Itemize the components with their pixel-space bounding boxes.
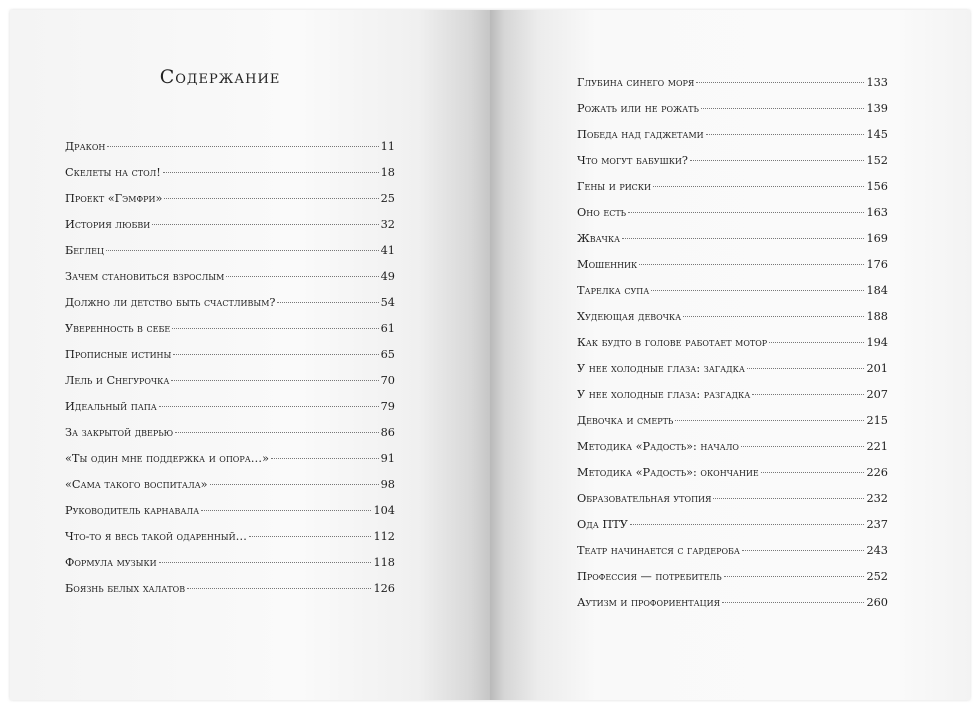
dot-leader: [622, 238, 864, 239]
toc-entry-page: 260: [866, 596, 888, 609]
toc-entry-title: Профессия — потребитель: [577, 570, 722, 583]
toc-entry-page: 207: [866, 388, 888, 401]
toc-entry: [65, 186, 395, 212]
toc-entry-title: Аутизм и профориентация: [577, 596, 721, 609]
toc-entry-title: Гены и риски: [577, 180, 651, 193]
toc-entry-page: 252: [866, 570, 888, 583]
toc-entry-page: 18: [380, 166, 395, 179]
dot-leader: [706, 134, 865, 135]
toc-entry: [65, 134, 395, 160]
toc-entry-page: 176: [866, 258, 888, 271]
toc-entry-page: 201: [866, 362, 888, 375]
toc-entry-title: Победа над гаджетами: [577, 128, 704, 141]
toc-entry-page: 152: [866, 154, 888, 167]
dot-leader: [175, 432, 378, 433]
dot-leader: [106, 250, 379, 251]
toc-entry-page: 32: [380, 218, 395, 231]
dot-leader: [639, 264, 864, 265]
toc-entry-title: Прописные истины: [65, 348, 172, 361]
dot-leader: [742, 550, 864, 551]
toc-entry: [577, 486, 888, 512]
left-page: [10, 10, 490, 700]
book-spread: [10, 10, 970, 700]
toc-entry-page: 188: [866, 310, 888, 323]
dot-leader: [713, 498, 864, 499]
toc-entry: [65, 342, 395, 368]
dot-leader: [769, 342, 864, 343]
toc-entry-page: 112: [373, 530, 395, 543]
dot-leader: [741, 446, 865, 447]
toc-entry: [577, 330, 888, 356]
toc-entry: [65, 472, 395, 498]
toc-entry-title: Лель и Снегурочка: [65, 374, 170, 387]
dot-leader: [701, 108, 865, 109]
toc-entry: [577, 382, 888, 408]
toc-entry-title: Театр начинается с гардероба: [577, 544, 740, 557]
dot-leader: [107, 146, 378, 147]
toc-entry-title: Проект «Гэмфри»: [65, 192, 163, 205]
toc-entry-title: Формула музыки: [65, 556, 157, 569]
toc-entry: [577, 460, 888, 486]
toc-entry-title: «Ты один мне поддержка и опора…»: [65, 452, 270, 465]
toc-entry: [65, 160, 395, 186]
toc-entry: [577, 252, 888, 278]
dot-leader: [722, 602, 864, 603]
dot-leader: [164, 198, 378, 199]
toc-entry: [577, 564, 888, 590]
dot-leader: [201, 510, 371, 511]
dot-leader: [249, 536, 371, 537]
toc-entry: [65, 446, 395, 472]
dot-leader: [747, 368, 865, 369]
toc-entry-title: У нее холодные глаза: загадка: [577, 362, 745, 375]
toc-entry-title: Оно есть: [577, 206, 627, 219]
toc-list-right: [577, 70, 888, 616]
toc-entry-page: 70: [380, 374, 395, 387]
toc-entry-page: 91: [380, 452, 395, 465]
toc-entry-title: Идеальный папа: [65, 400, 157, 413]
dot-leader: [159, 562, 372, 563]
dot-leader: [159, 406, 379, 407]
toc-entry-title: Скелеты на стол!: [65, 166, 161, 179]
toc-entry: [65, 368, 395, 394]
toc-entry: [577, 226, 888, 252]
toc-entry-title: Беглец: [65, 244, 104, 257]
dot-leader: [210, 484, 379, 485]
toc-entry: [65, 316, 395, 342]
toc-entry-title: У нее холодные глаза: разгадка: [577, 388, 751, 401]
toc-entry-page: 163: [866, 206, 888, 219]
toc-entry-title: Что-то я весь такой одаренный…: [65, 530, 247, 543]
toc-entry: [577, 304, 888, 330]
toc-entry: [65, 238, 395, 264]
dot-leader: [152, 224, 378, 225]
dot-leader: [651, 290, 864, 291]
toc-entry: [577, 538, 888, 564]
dot-leader: [271, 458, 379, 459]
toc-entry-page: 41: [380, 244, 395, 257]
toc-entry: [65, 264, 395, 290]
toc-entry: [577, 70, 888, 96]
toc-entry-page: 133: [866, 76, 888, 89]
dot-leader: [630, 524, 864, 525]
dot-leader: [226, 276, 378, 277]
toc-entry: [577, 174, 888, 200]
toc-entry: [577, 122, 888, 148]
dot-leader: [675, 420, 864, 421]
dot-leader: [761, 472, 865, 473]
toc-entry: [577, 200, 888, 226]
toc-entry-page: 226: [866, 466, 888, 479]
right-page: [490, 10, 970, 700]
toc-entry-title: Дракон: [65, 140, 106, 153]
toc-entry: [577, 408, 888, 434]
toc-entry-page: 79: [380, 400, 395, 413]
toc-entry-title: Методика «Радость»: окончание: [577, 466, 759, 479]
toc-entry: [577, 590, 888, 616]
toc-entry-title: Худеющая девочка: [577, 310, 682, 323]
toc-entry-title: Тарелка супа: [577, 284, 650, 297]
toc-entry: [577, 96, 888, 122]
toc-entry-title: Жвачка: [577, 232, 621, 245]
toc-entry-title: Должно ли детство быть счастливым?: [65, 296, 276, 309]
dot-leader: [173, 354, 378, 355]
toc-entry-page: 243: [866, 544, 888, 557]
dot-leader: [277, 302, 378, 303]
toc-entry-title: Образовательная утопия: [577, 492, 712, 505]
dot-leader: [724, 576, 865, 577]
toc-entry-page: 139: [866, 102, 888, 115]
dot-leader: [696, 82, 864, 83]
toc-entry-page: 221: [866, 440, 888, 453]
dot-leader: [628, 212, 864, 213]
toc-entry: [65, 524, 395, 550]
toc-entry: [577, 356, 888, 382]
toc-entry: [65, 212, 395, 238]
toc-entry-page: 49: [380, 270, 395, 283]
toc-entry-page: 25: [380, 192, 395, 205]
dot-leader: [690, 160, 865, 161]
toc-entry-title: Боязнь белых халатов: [65, 582, 186, 595]
toc-entry-title: За закрытой дверью: [65, 426, 174, 439]
toc-entry-title: Что могут бабушки?: [577, 154, 688, 167]
toc-entry-page: 86: [380, 426, 395, 439]
toc-entry-page: 118: [373, 556, 395, 569]
toc-entry-page: 237: [866, 518, 888, 531]
toc-entry: [65, 420, 395, 446]
toc-entry-title: Рожать или не рожать: [577, 102, 699, 115]
toc-entry: [577, 278, 888, 304]
dot-leader: [752, 394, 864, 395]
toc-entry-page: 184: [866, 284, 888, 297]
toc-list-left: [65, 134, 395, 602]
dot-leader: [171, 380, 378, 381]
toc-entry-title: «Сама такого воспитала»: [65, 478, 208, 491]
dot-leader: [163, 172, 379, 173]
toc-entry: [577, 148, 888, 174]
toc-entry-page: 54: [380, 296, 395, 309]
dot-leader: [172, 328, 378, 329]
toc-entry-page: 104: [373, 504, 395, 517]
toc-title: Содержание: [159, 66, 281, 88]
toc-entry-page: 145: [866, 128, 888, 141]
toc-entry-page: 169: [866, 232, 888, 245]
toc-entry-page: 232: [866, 492, 888, 505]
dot-leader: [187, 588, 371, 589]
dot-leader: [653, 186, 864, 187]
toc-entry-title: Зачем становиться взрослым: [65, 270, 225, 283]
toc-entry: [65, 394, 395, 420]
toc-entry: [65, 576, 395, 602]
toc-entry-page: 156: [866, 180, 888, 193]
toc-entry-title: Мошенник: [577, 258, 638, 271]
toc-entry-title: История любви: [65, 218, 151, 231]
toc-entry-page: 65: [380, 348, 395, 361]
toc-entry: [577, 434, 888, 460]
toc-entry-title: Методика «Радость»: начало: [577, 440, 739, 453]
toc-entry-title: Глубина синего моря: [577, 76, 695, 89]
toc-entry-page: 11: [380, 140, 395, 153]
dot-leader: [683, 316, 864, 317]
toc-entry: [577, 512, 888, 538]
toc-entry-title: Руководитель карнавала: [65, 504, 200, 517]
toc-entry-page: 126: [373, 582, 395, 595]
toc-entry-page: 61: [380, 322, 395, 335]
toc-entry-page: 215: [866, 414, 888, 427]
toc-entry-title: Как будто в голове работает мотор: [577, 336, 768, 349]
toc-entry: [65, 498, 395, 524]
toc-entry: [65, 550, 395, 576]
toc-entry-page: 98: [380, 478, 395, 491]
toc-entry-title: Девочка и смерть: [577, 414, 674, 427]
toc-entry-title: Уверенность в себе: [65, 322, 171, 335]
toc-entry-page: 194: [866, 336, 888, 349]
toc-entry: [65, 290, 395, 316]
toc-entry-title: Ода ПТУ: [577, 518, 628, 531]
